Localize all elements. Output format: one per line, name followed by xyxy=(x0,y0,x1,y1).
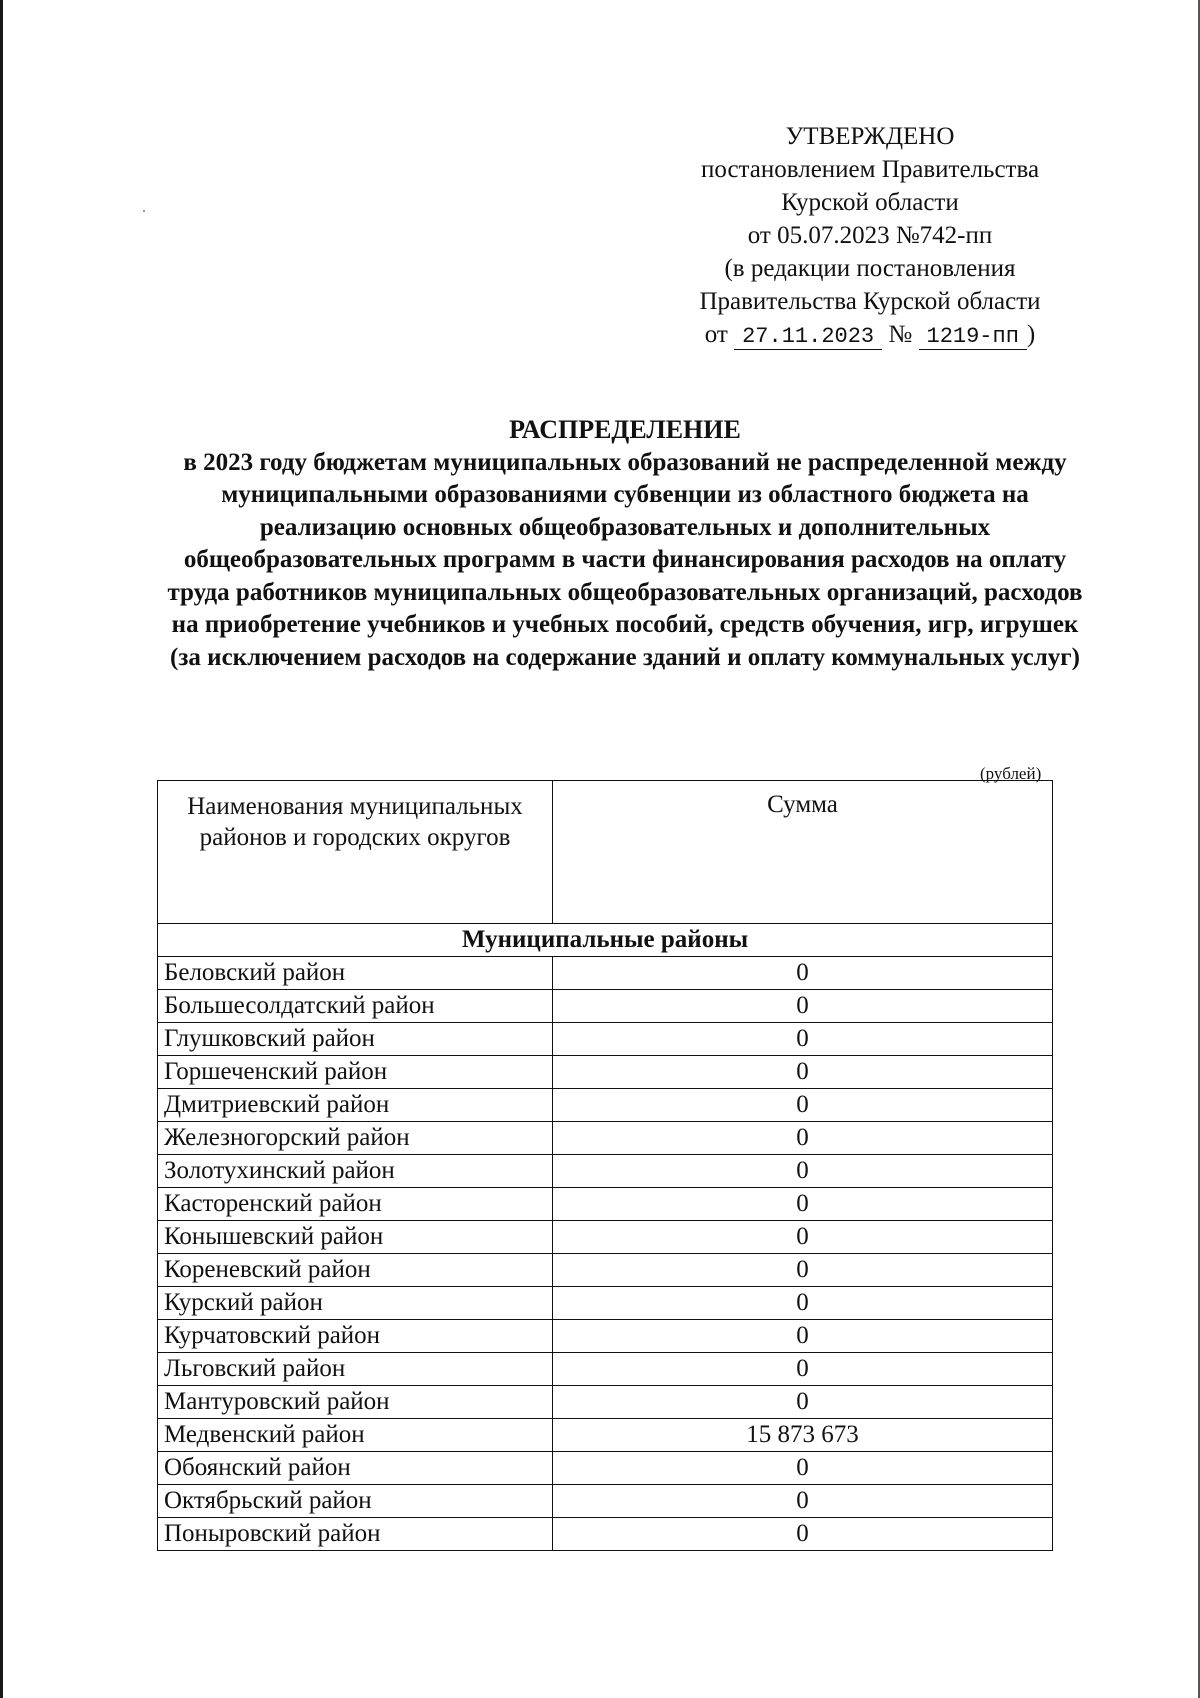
district-amount: 0 xyxy=(553,957,1053,990)
district-amount: 0 xyxy=(553,1518,1053,1551)
reference-number: 1219-пп xyxy=(919,324,1027,350)
table-row xyxy=(158,1452,1053,1485)
district-amount: 0 xyxy=(553,1155,1053,1188)
district-amount: 0 xyxy=(553,1188,1053,1221)
table-row xyxy=(158,1254,1053,1287)
table-row xyxy=(158,1320,1053,1353)
approval-line-5: Правительства Курской области xyxy=(699,288,1041,315)
district-name: Горшеченский район xyxy=(158,1056,553,1089)
district-name: Октябрьский район xyxy=(158,1485,553,1518)
approval-reference xyxy=(660,318,1080,353)
district-amount: 0 xyxy=(553,1122,1053,1155)
units-label: (рублей) xyxy=(980,764,1042,783)
district-name: Глушковский район xyxy=(158,1023,553,1056)
document-subtitle: в 2023 году бюджетам муниципальных образований не распределенной между муниципальными образованиями субвенции из областного бюджета на реализацию основных общеобразовательных и дополнительных общеобразовательных программ в части финансирования расходов на оплату труда работников муниципальных общеобразовательных организаций, расходов на приобретение учебников и учебных пособий, средств обучения, игр, игрушек (за исключением расходов на содержание зданий и оплату коммунальных услуг) xyxy=(167,448,1083,671)
table-row xyxy=(158,1287,1053,1320)
district-name: Мантуровский район xyxy=(158,1386,553,1419)
table-row xyxy=(158,1419,1053,1452)
table-row xyxy=(158,1056,1053,1089)
approval-line-1: постановлением Правительства xyxy=(700,156,1040,183)
approval-title: УТВЕРЖДЕНО xyxy=(785,123,955,150)
district-name: Конышевский район xyxy=(158,1221,553,1254)
group-row xyxy=(158,924,1053,957)
scan-speck xyxy=(143,210,145,212)
table-header-row xyxy=(158,781,1053,924)
table-row xyxy=(158,1122,1053,1155)
district-name: Медвенский район xyxy=(158,1419,553,1452)
scan-edge-left xyxy=(0,0,3,1698)
table-row xyxy=(158,1221,1053,1254)
district-amount: 0 xyxy=(553,1254,1053,1287)
table-row xyxy=(158,1023,1053,1056)
district-amount: 0 xyxy=(553,1287,1053,1320)
district-name: Поныровский район xyxy=(158,1518,553,1551)
district-name: Железногорский район xyxy=(158,1122,553,1155)
district-amount: 15 873 673 xyxy=(553,1419,1053,1452)
document-title: РАСПРЕДЕЛЕНИЕ xyxy=(509,415,741,444)
district-amount: 0 xyxy=(553,1023,1053,1056)
district-name: Курчатовский район xyxy=(158,1320,553,1353)
table-row xyxy=(158,1386,1053,1419)
reference-number-sign: № xyxy=(888,321,913,348)
district-name: Касторенский район xyxy=(158,1188,553,1221)
document-heading xyxy=(160,414,1090,674)
header-name: Наименования муниципальных районов и городских округов xyxy=(158,781,553,924)
reference-date: 27.11.2023 xyxy=(734,324,882,350)
district-name: Обоянский район xyxy=(158,1452,553,1485)
district-name: Кореневский район xyxy=(158,1254,553,1287)
header-sum: Сумма xyxy=(553,781,1053,924)
district-name: Дмитриевский район xyxy=(158,1089,553,1122)
district-amount: 0 xyxy=(553,1089,1053,1122)
district-amount: 0 xyxy=(553,1485,1053,1518)
district-name: Курский район xyxy=(158,1287,553,1320)
approval-line-4: (в редакции постановления xyxy=(724,255,1016,282)
district-amount: 0 xyxy=(553,990,1053,1023)
table-row xyxy=(158,1188,1053,1221)
district-name: Большесолдатский район xyxy=(158,990,553,1023)
district-name: Льговский район xyxy=(158,1353,553,1386)
approval-line-2: Курской области xyxy=(781,189,959,216)
reference-close: ) xyxy=(1026,321,1036,348)
district-amount: 0 xyxy=(553,1386,1053,1419)
reference-prefix: от xyxy=(704,321,728,348)
table-row xyxy=(158,1518,1053,1551)
district-amount: 0 xyxy=(553,1452,1053,1485)
distribution-table xyxy=(157,780,1053,1551)
district-name: Золотухинский район xyxy=(158,1155,553,1188)
district-amount: 0 xyxy=(553,1056,1053,1089)
group-label: Муниципальные районы xyxy=(158,924,1053,957)
approval-stamp xyxy=(660,120,1080,353)
table-row xyxy=(158,1155,1053,1188)
table-row xyxy=(158,1485,1053,1518)
district-amount: 0 xyxy=(553,1353,1053,1386)
district-amount: 0 xyxy=(553,1221,1053,1254)
table-row xyxy=(158,1353,1053,1386)
approval-line-3: от 05.07.2023 №742-пп xyxy=(747,222,993,249)
table-row xyxy=(158,990,1053,1023)
table-row xyxy=(158,957,1053,990)
table-row xyxy=(158,1089,1053,1122)
district-amount: 0 xyxy=(553,1320,1053,1353)
district-name: Беловский район xyxy=(158,957,553,990)
